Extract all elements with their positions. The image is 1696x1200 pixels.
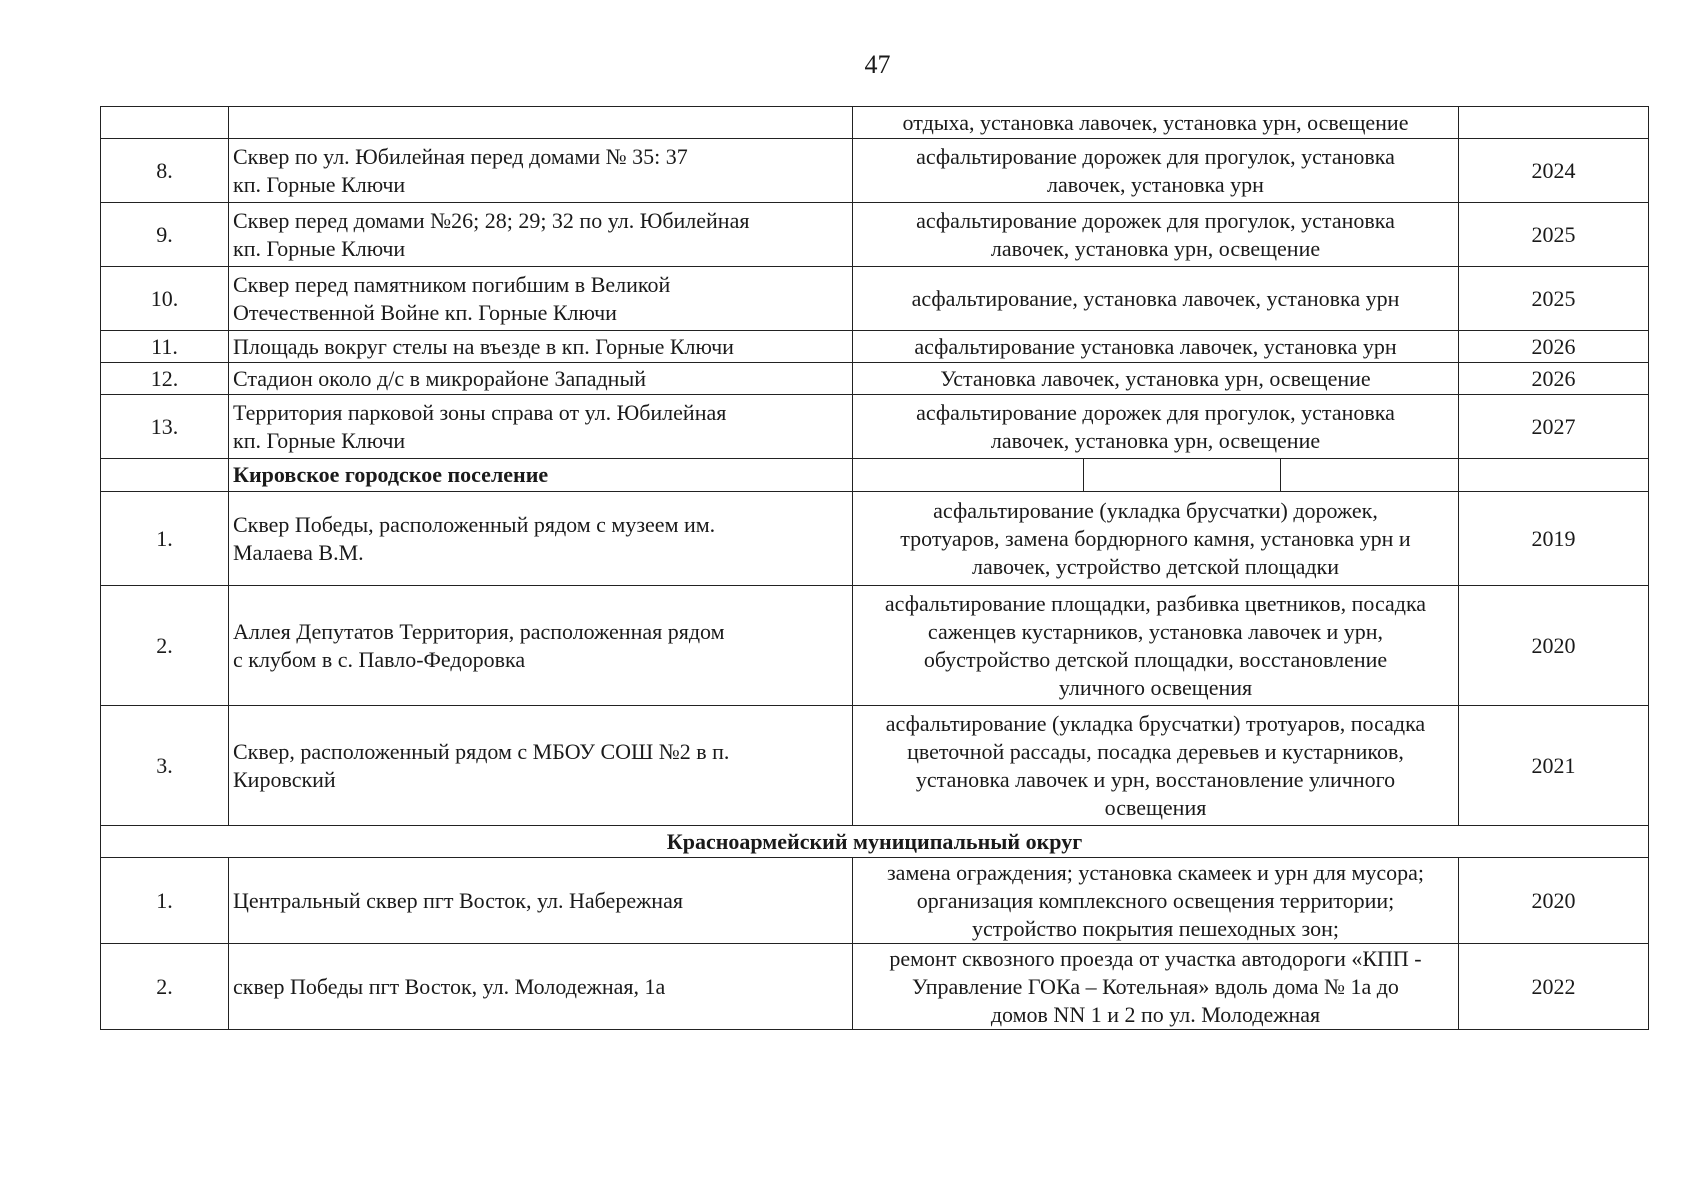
year-cell bbox=[1459, 459, 1649, 492]
year-cell bbox=[1459, 107, 1649, 139]
works-cell: ремонт сквозного проезда от участка автодороги «КПП - Управление ГОКа – Котельная» вдоль дома № 1а до домов NN 1 и 2 по ул. Молодежная bbox=[853, 944, 1459, 1030]
object-name-cell: Площадь вокруг стелы на въезде в кп. Горные Ключи bbox=[229, 331, 853, 363]
region-title: Красноармейский муниципальный округ bbox=[101, 826, 1649, 858]
improvement-table bbox=[100, 106, 1649, 1030]
table-row bbox=[101, 826, 1649, 858]
works-cell: асфальтирование дорожек для прогулок, установка лавочек, установка урн, освещение bbox=[853, 395, 1459, 459]
year-cell: 2026 bbox=[1459, 363, 1649, 395]
row-number-cell: 11. bbox=[101, 331, 229, 363]
table-row bbox=[101, 706, 1649, 826]
table-row bbox=[101, 267, 1649, 331]
table-row bbox=[101, 395, 1649, 459]
section-title: Кировское городское поселение bbox=[229, 459, 853, 492]
table-row bbox=[101, 586, 1649, 706]
table-row bbox=[101, 858, 1649, 944]
works-cell: асфальтирование (укладка брусчатки) дорожек, тротуаров, замена бордюрного камня, установка урн и лавочек, устройство детской площадки bbox=[853, 492, 1459, 586]
table-row bbox=[101, 107, 1649, 139]
works-cell: асфальтирование дорожек для прогулок, установка лавочек, установка урн bbox=[853, 139, 1459, 203]
year-cell: 2021 bbox=[1459, 706, 1649, 826]
table-row bbox=[101, 944, 1649, 1030]
works-cell: замена ограждения; установка скамеек и урн для мусора; организация комплексного освещения территории; устройство покрытия пешеходных зон; bbox=[853, 858, 1459, 944]
year-cell: 2025 bbox=[1459, 267, 1649, 331]
object-name-cell: Сквер Победы, расположенный рядом с музеем им. Малаева В.М. bbox=[229, 492, 853, 586]
object-name-cell: Аллея Депутатов Территория, расположенная рядом с клубом в с. Павло-Федоровка bbox=[229, 586, 853, 706]
object-name-cell: Сквер перед памятником погибшим в Великой Отечественной Войне кп. Горные Ключи bbox=[229, 267, 853, 331]
object-name-cell: Стадион около д/с в микрорайоне Западный bbox=[229, 363, 853, 395]
year-cell: 2020 bbox=[1459, 586, 1649, 706]
year-cell: 2026 bbox=[1459, 331, 1649, 363]
table-row bbox=[101, 331, 1649, 363]
year-cell: 2027 bbox=[1459, 395, 1649, 459]
row-number-cell: 2. bbox=[101, 944, 229, 1030]
row-number-cell: 9. bbox=[101, 203, 229, 267]
empty-split-cell bbox=[853, 459, 1459, 492]
object-name-cell: Сквер по ул. Юбилейная перед домами № 35: 37 кп. Горные Ключи bbox=[229, 139, 853, 203]
table-row bbox=[101, 363, 1649, 395]
table-row bbox=[101, 459, 1649, 492]
row-number-cell: 8. bbox=[101, 139, 229, 203]
object-name-cell: Территория парковой зоны справа от ул. Юбилейная кп. Горные Ключи bbox=[229, 395, 853, 459]
year-cell: 2024 bbox=[1459, 139, 1649, 203]
year-cell: 2020 bbox=[1459, 858, 1649, 944]
works-cell: отдыха, установка лавочек, установка урн, освещение bbox=[853, 107, 1459, 139]
year-cell: 2022 bbox=[1459, 944, 1649, 1030]
row-number-cell: 1. bbox=[101, 858, 229, 944]
year-cell: 2025 bbox=[1459, 203, 1649, 267]
works-cell: асфальтирование (укладка брусчатки) тротуаров, посадка цветочной рассады, посадка деревьев и кустарников, установка лавочек и урн, восстановление уличного освещения bbox=[853, 706, 1459, 826]
object-name-cell: Сквер, расположенный рядом с МБОУ СОШ №2 в п. Кировский bbox=[229, 706, 853, 826]
row-number-cell: 12. bbox=[101, 363, 229, 395]
row-number-cell bbox=[101, 107, 229, 139]
works-cell: асфальтирование, установка лавочек, установка урн bbox=[853, 267, 1459, 331]
row-number-cell: 3. bbox=[101, 706, 229, 826]
row-number-cell: 10. bbox=[101, 267, 229, 331]
row-number-cell: 1. bbox=[101, 492, 229, 586]
object-name-cell bbox=[229, 107, 853, 139]
row-number-cell: 2. bbox=[101, 586, 229, 706]
object-name-cell: сквер Победы пгт Восток, ул. Молодежная, 1а bbox=[229, 944, 853, 1030]
works-cell: Установка лавочек, установка урн, освещение bbox=[853, 363, 1459, 395]
works-cell: асфальтирование площадки, разбивка цветников, посадка саженцев кустарников, установка лавочек и урн, обустройство детской площадки, восстановление уличного освещения bbox=[853, 586, 1459, 706]
works-cell: асфальтирование дорожек для прогулок, установка лавочек, установка урн, освещение bbox=[853, 203, 1459, 267]
row-number-cell: 13. bbox=[101, 395, 229, 459]
page-number: 47 bbox=[864, 50, 891, 79]
object-name-cell: Центральный сквер пгт Восток, ул. Набережная bbox=[229, 858, 853, 944]
object-name-cell: Сквер перед домами №26; 28; 29; 32 по ул. Юбилейная кп. Горные Ключи bbox=[229, 203, 853, 267]
year-cell: 2019 bbox=[1459, 492, 1649, 586]
works-cell: асфальтирование установка лавочек, установка урн bbox=[853, 331, 1459, 363]
row-number-cell bbox=[101, 459, 229, 492]
table-row bbox=[101, 139, 1649, 203]
table-row bbox=[101, 203, 1649, 267]
table-row bbox=[101, 492, 1649, 586]
